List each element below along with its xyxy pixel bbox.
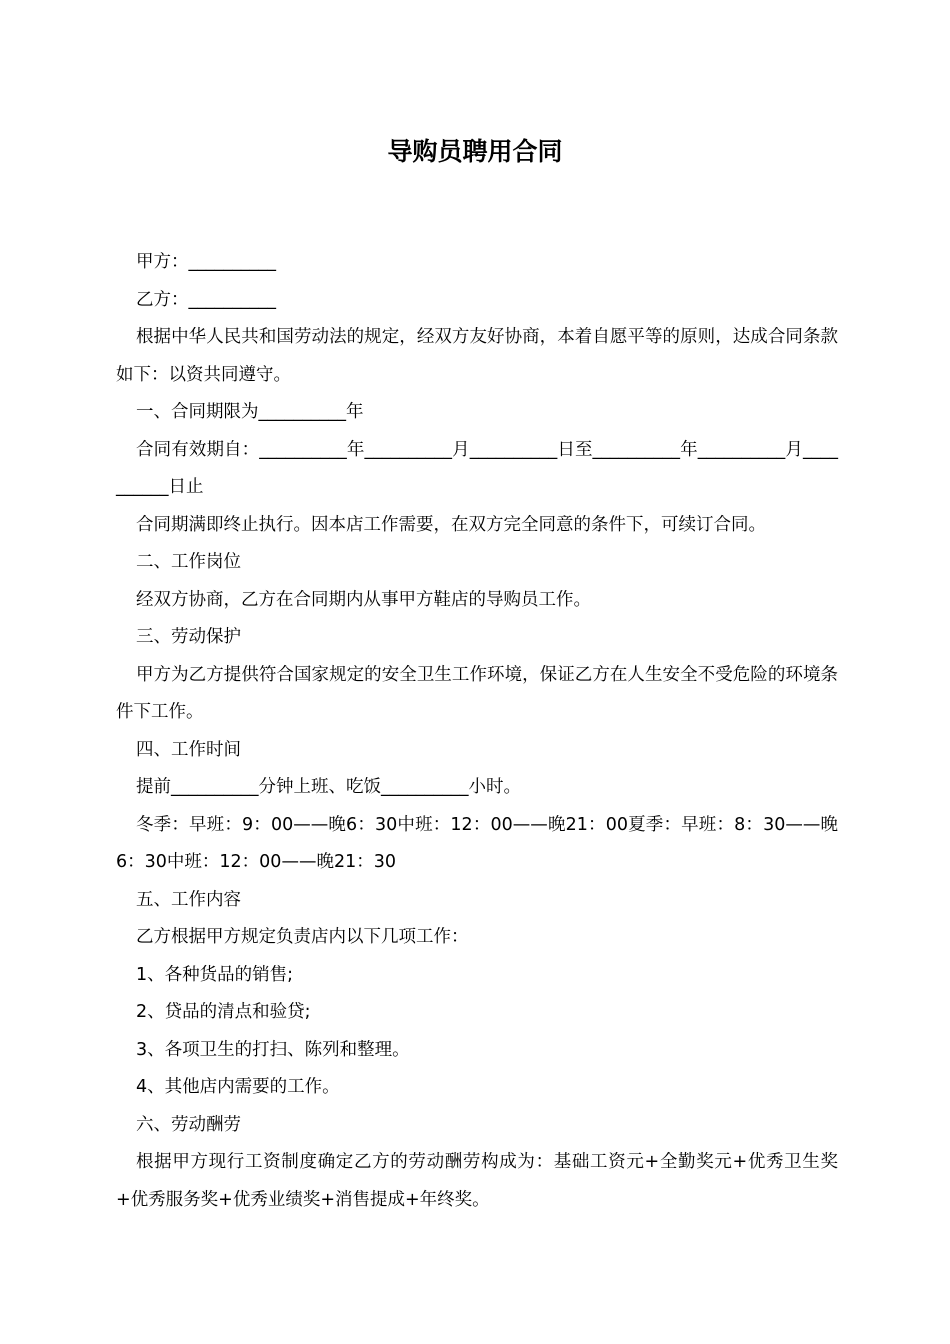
shift-schedule-paragraph: 冬季：早班：9：00——晚6：30中班：12：00——晚21：00夏季：早班：8：30——晚6：30中班：12：00——晚21：30 [116, 814, 838, 872]
document-body [116, 244, 838, 1219]
validity-period-line: 合同有效期自：__________年__________月__________日至__________年__________月__________日止 [116, 439, 838, 497]
section-6-heading: 六、劳动酬劳 [136, 1114, 241, 1135]
section-1-heading: 一、合同期限为__________年 [136, 402, 364, 422]
job-position-paragraph: 经双方协商，乙方在合同期内从事甲方鞋店的导购员工作。 [136, 589, 591, 610]
remuneration-paragraph: 根据甲方现行工资制度确定乙方的劳动酬劳构成为：基础工资元+全勤奖元+优秀卫生奖+优秀服务奖+优秀业绩奖+消售提成+年终奖。 [116, 1152, 838, 1210]
duties-intro-line: 乙方根据甲方规定负责店内以下几项工作： [136, 927, 469, 947]
duty-item-1: 1、各种货品的销售; [136, 964, 294, 985]
section-4-heading: 四、工作时间 [136, 739, 241, 760]
section-2-heading: 二、工作岗位 [136, 552, 241, 572]
renewal-paragraph: 合同期满即终止执行。因本店工作需要，在双方完全同意的条件下，可续订合同。 [136, 514, 766, 535]
arrival-time-line: 提前__________分钟上班、吃饭__________小时。 [136, 777, 521, 797]
labor-protection-paragraph: 甲方为乙方提供符合国家规定的安全卫生工作环境，保证乙方在人生安全不受危险的环境条件下工作。 [116, 664, 838, 722]
preamble-paragraph: 根据中华人民共和国劳动法的规定，经双方友好协商，本着自愿平等的原则，达成合同条款如下：以资共同遵守。 [116, 327, 838, 385]
section-5-heading: 五、工作内容 [136, 889, 241, 910]
party-a-line: 甲方：__________ [136, 252, 276, 272]
duty-item-2: 2、贷品的清点和验贷; [136, 1002, 311, 1022]
document-title: 导购员聘用合同 [387, 137, 563, 166]
party-b-line: 乙方：__________ [136, 289, 276, 310]
section-3-heading: 三、劳动保护 [136, 627, 241, 647]
duty-item-4: 4、其他店内需要的工作。 [136, 1077, 340, 1097]
duty-item-3: 3、各项卫生的打扫、陈列和整理。 [136, 1039, 410, 1060]
